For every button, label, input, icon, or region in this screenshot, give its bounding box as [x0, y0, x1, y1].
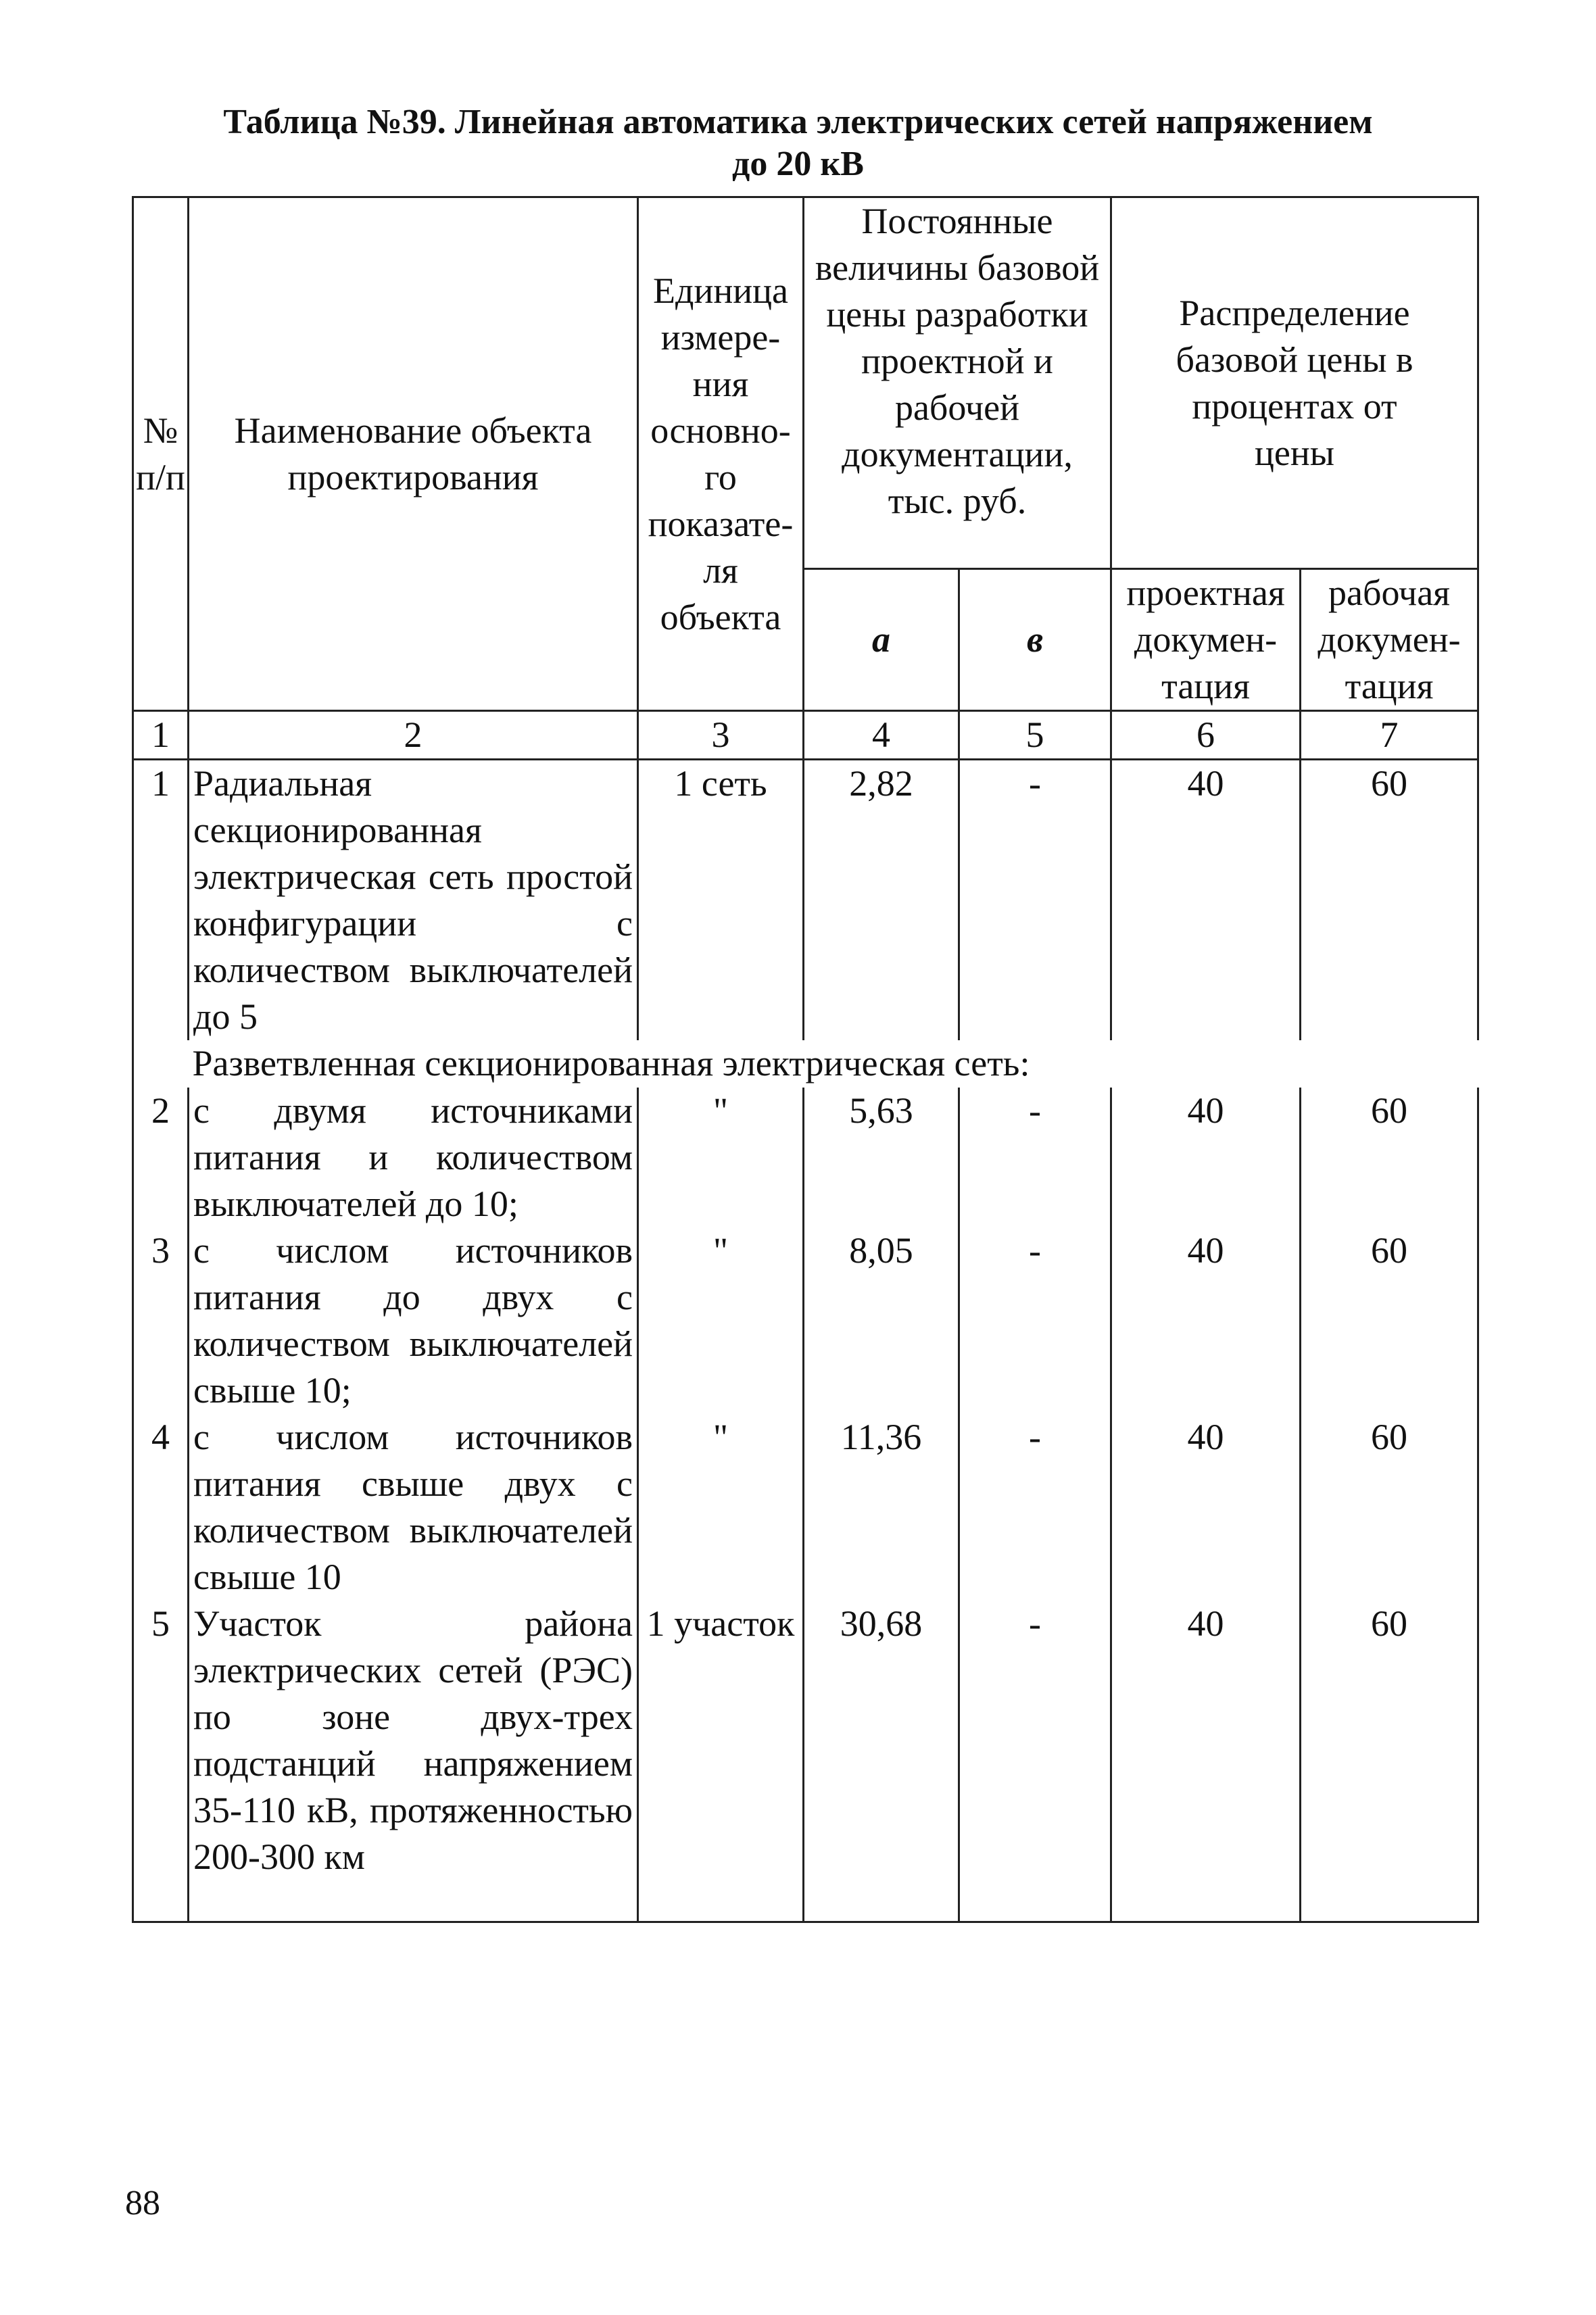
- row-number: 4: [133, 1414, 189, 1601]
- row-name: с двумя источниками питания и количеством выключателей до 10;: [189, 1088, 638, 1227]
- row-a: 5,63: [804, 1088, 959, 1227]
- table-row: [133, 760, 1478, 1041]
- row-proj: 40: [1111, 1227, 1301, 1414]
- row-b: -: [959, 760, 1111, 1041]
- table-row: [133, 1414, 1478, 1601]
- header-b: [959, 569, 1111, 711]
- header-name: Наименование объекта проектирования: [189, 197, 638, 711]
- row-a: 11,36: [804, 1414, 959, 1601]
- row-a: 30,68: [804, 1601, 959, 1922]
- row-number: 5: [133, 1601, 189, 1922]
- row-number: 3: [133, 1227, 189, 1414]
- row-work: 60: [1301, 1227, 1478, 1414]
- colnum: 4: [804, 711, 959, 760]
- header-a: [804, 569, 959, 711]
- header-unit: Единица измере-ния основно-го показате-ля объекта: [638, 197, 804, 711]
- table-row: [133, 1601, 1478, 1922]
- price-table: [132, 196, 1479, 1923]
- row-work: 60: [1301, 1601, 1478, 1922]
- row-name: с числом источников питания до двух с количеством выключателей свыше 10;: [189, 1227, 638, 1414]
- header-work: рабочая докумен-тация: [1301, 569, 1478, 711]
- row-proj: 40: [1111, 1414, 1301, 1601]
- colnum: 7: [1301, 711, 1478, 760]
- title-line-1: Таблица №39. Линейная автоматика электрических сетей напряжением: [223, 103, 1373, 141]
- row-b: -: [959, 1227, 1111, 1414]
- row-a: 8,05: [804, 1227, 959, 1414]
- page-number: 88: [125, 2184, 160, 2222]
- row-work: 60: [1301, 760, 1478, 1041]
- row-number: 1: [133, 760, 189, 1041]
- header-b-text: в: [1026, 619, 1044, 660]
- row-name: Радиальная секционированная электрическая сеть простой конфигурации с количеством выключателей до 5: [189, 760, 638, 1041]
- row-b: -: [959, 1414, 1111, 1601]
- group-row: [133, 1040, 1478, 1088]
- row-unit: ": [638, 1414, 804, 1601]
- table-title: [0, 101, 1596, 185]
- table-row: [133, 1227, 1478, 1414]
- row-a: 2,82: [804, 760, 959, 1041]
- row-b: -: [959, 1088, 1111, 1227]
- table-row: [133, 1088, 1478, 1227]
- header-num: № п/п: [133, 197, 189, 711]
- row-b: -: [959, 1601, 1111, 1922]
- colnum: 5: [959, 711, 1111, 760]
- row-proj: 40: [1111, 1088, 1301, 1227]
- header-a-text: а: [872, 619, 890, 660]
- row-work: 60: [1301, 1414, 1478, 1601]
- row-name: Участок района электрических сетей (РЭС) по зоне двух-трех подстанций напряжением 35-110 кВ, протяженностью 200-300 км: [189, 1601, 638, 1922]
- colnum: 6: [1111, 711, 1301, 760]
- row-proj: 40: [1111, 1601, 1301, 1922]
- row-name: с числом источников питания свыше двух с количеством выключателей свыше 10: [189, 1414, 638, 1601]
- colnum: 2: [189, 711, 638, 760]
- header-proj: проектная докумен-тация: [1111, 569, 1301, 711]
- header-const: Постоянные величины базовой цены разработки проектной и рабочей документации, тыс. руб.: [804, 197, 1111, 569]
- row-number: 2: [133, 1088, 189, 1227]
- row-proj: 40: [1111, 760, 1301, 1041]
- group-label: Разветвленная секционированная электрическая сеть:: [192, 1043, 1030, 1083]
- row-unit: 1 участок: [638, 1601, 804, 1922]
- row-unit: ": [638, 1227, 804, 1414]
- colnum: 1: [133, 711, 189, 760]
- row-work: 60: [1301, 1088, 1478, 1227]
- header-dist: Распределение базовой цены в процентах от цены: [1111, 197, 1478, 569]
- row-unit: ": [638, 1088, 804, 1227]
- title-line-2: до 20 кВ: [732, 145, 864, 183]
- row-unit: 1 сеть: [638, 760, 804, 1041]
- colnum: 3: [638, 711, 804, 760]
